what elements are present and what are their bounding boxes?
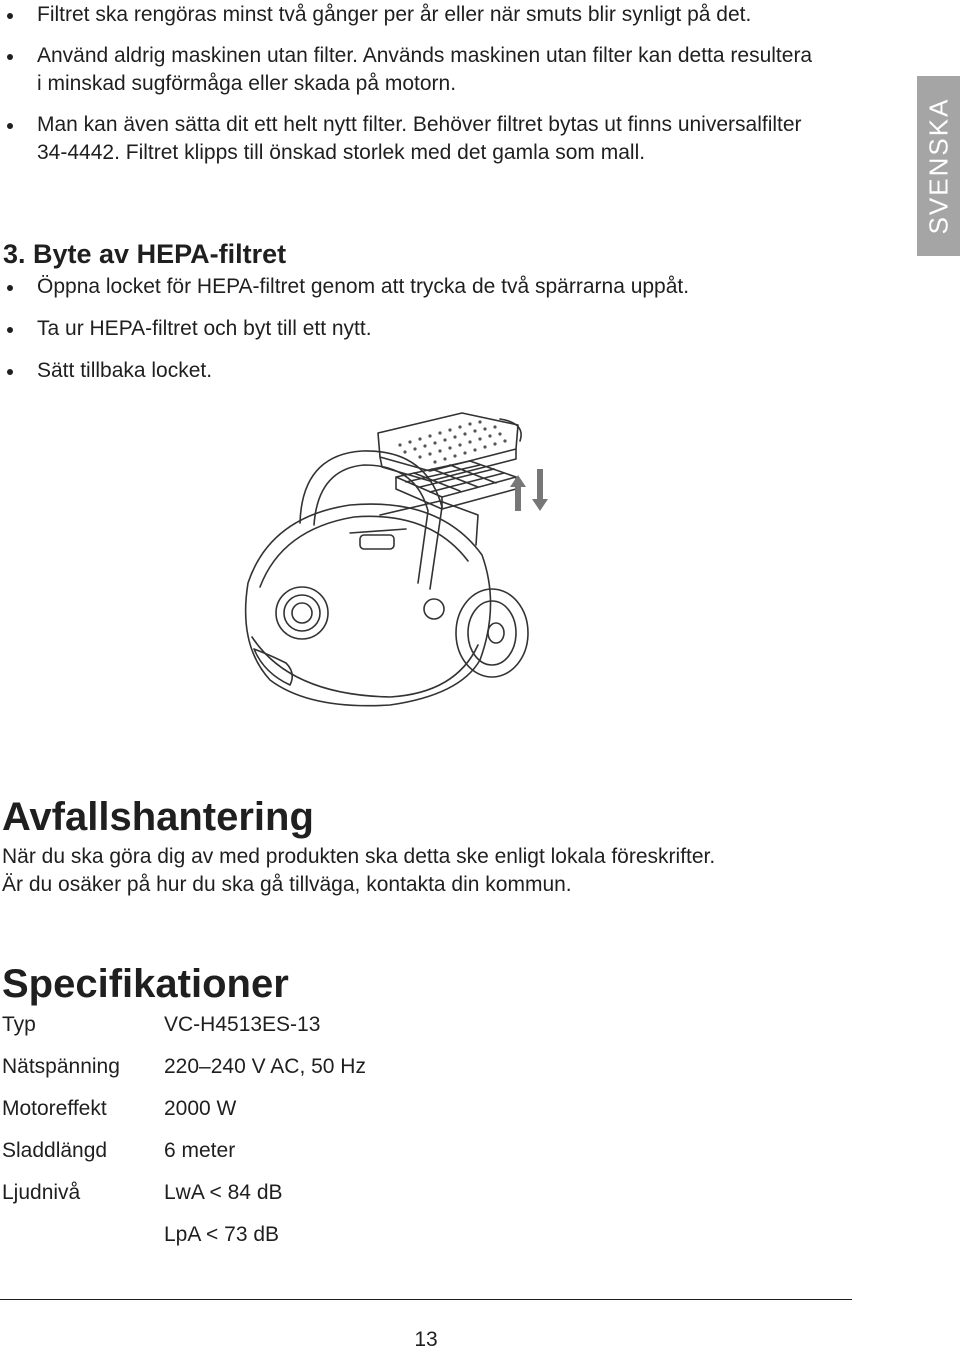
specifications-heading: Specifikationer <box>2 962 289 1006</box>
list-item: Sätt tillbaka locket. <box>0 357 820 385</box>
up-down-arrows-icon <box>510 469 548 511</box>
vacuum-cleaner-illustration <box>230 405 570 735</box>
page-number: 13 <box>414 1328 438 1351</box>
list-item: Man kan även sätta dit ett helt nytt filter. Behöver filtret bytas ut finns universalfilter 34-4442. Filtret klipps till önskad storlek med det gamla som mall. <box>0 111 820 167</box>
spec-label: Nätspänning <box>2 1055 120 1078</box>
spec-value: LpA < 73 dB <box>164 1223 280 1246</box>
spec-label: Motoreffekt <box>2 1097 107 1120</box>
list-item: Använd aldrig maskinen utan filter. Används maskinen utan filter kan detta resultera i minskad sugförmåga eller skada på motorn. <box>0 42 820 98</box>
spec-value: 6 meter <box>164 1139 236 1162</box>
spec-value: VC-H4513ES-13 <box>164 1013 321 1036</box>
vacuum-body-drawing <box>246 451 528 706</box>
disposal-heading: Avfallshantering <box>2 795 314 839</box>
spec-label: Typ <box>2 1013 36 1036</box>
disposal-line-1: När du ska göra dig av med produkten ska detta ske enligt lokala föreskrifter. <box>2 845 716 868</box>
disposal-line-2: Är du osäker på hur du ska gå tillväga, kontakta din kommun. <box>2 873 572 896</box>
list-item: Filtret ska rengöras minst två gånger per år eller när smuts blir synligt på det. <box>0 1 820 29</box>
language-tab-label: SVENSKA <box>923 97 953 235</box>
spec-value: 220–240 V AC, 50 Hz <box>164 1055 366 1078</box>
hepa-heading: 3. Byte av HEPA-filtret <box>3 239 287 269</box>
hepa-bullet-list <box>0 273 820 399</box>
spec-value: 2000 W <box>164 1097 237 1120</box>
hepa-filter-drawing <box>396 461 516 509</box>
list-item: Öppna locket för HEPA-filtret genom att trycka de två spärrarna uppåt. <box>0 273 820 301</box>
spec-label: Sladdlängd <box>2 1139 108 1162</box>
list-item: Ta ur HEPA-filtret och byt till ett nytt. <box>0 315 820 343</box>
filter-bullet-list <box>0 1 820 180</box>
spec-label: Ljudnivå <box>2 1181 81 1204</box>
footer-divider <box>0 1299 852 1300</box>
disposal-text <box>2 843 715 899</box>
spec-value: LwA < 84 dB <box>164 1181 283 1204</box>
language-tab <box>917 76 960 256</box>
